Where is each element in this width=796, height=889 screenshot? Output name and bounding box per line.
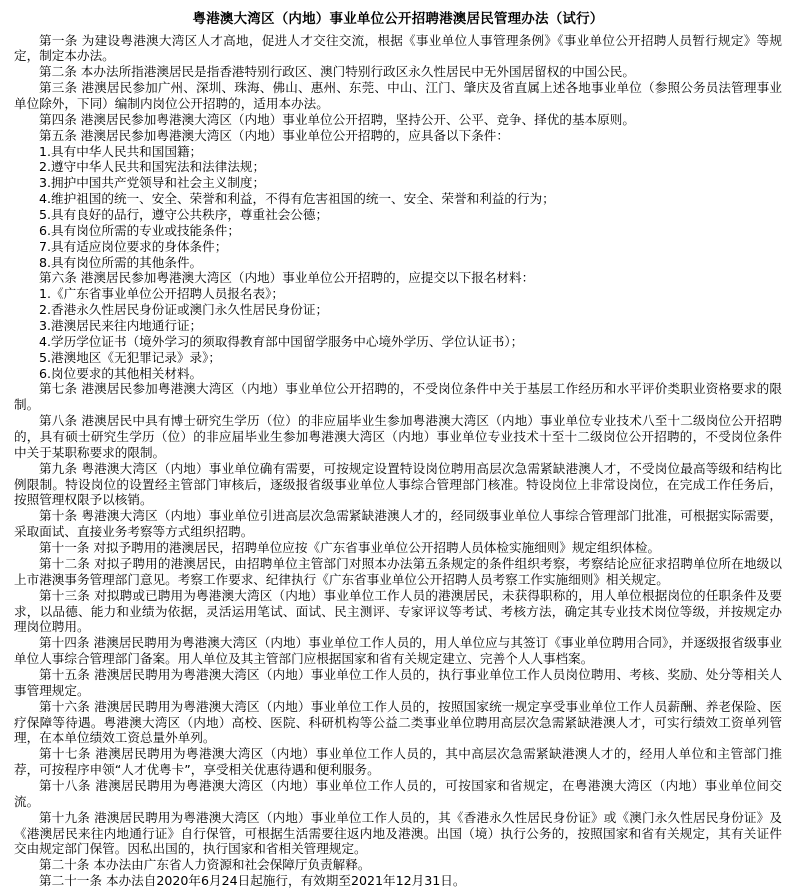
paragraph: 第二条 本办法所指港澳居民是指香港特别行政区、澳门特别行政区永久性居民中无外国居留权的中国公民。 [39,64,635,80]
paragraph: 第十八条 港澳居民聘用为粤港澳大湾区（内地）事业单位工作人员的，可按国家和省规定，在粤港澳大湾区（内地）事业单位间交流。 [14,777,782,809]
list-item: 2.遵守中华人民共和国宪法和法律法规； [39,159,266,175]
paragraph: 第二十一条 本办法自2020年6月24日起施行，有效期至2021年12月31日。 [39,873,466,889]
paragraph: 第十四条 港澳居民聘用为粤港澳大湾区（内地）事业单位工作人员的，用人单位应与其签订《事业单位聘用合同》，并逐级报省级事业单位人事综合管理部门备案。用人单位及其主管部门应根据国家和省有关规定建立、完善个人人事档案。 [14,635,782,667]
list-item: 4.维护祖国的统一、安全、荣誉和利益，不得有危害祖国的统一、安全、荣誉和利益的行为； [39,191,555,207]
paragraph: 第十五条 港澳居民聘用为粤港澳大湾区（内地）事业单位工作人员的，执行事业单位工作人员岗位聘用、考核、奖励、处分等相关人事管理规定。 [14,666,782,698]
list-item: 6.岗位要求的其他相关材料。 [39,365,203,381]
list-item: 5.港澳地区《无犯罪记录》录》； [39,349,222,365]
page-title: 粤港澳大湾区（内地）事业单位公开招聘港澳居民管理办法（试行） [192,11,604,27]
list-item: 8.具有岗位所需的其他条件。 [39,254,203,270]
list-item: 6.具有岗位所需的专业或技能条件； [39,222,240,238]
paragraph: 第六条 港澳居民参加粤港澳大湾区（内地）事业单位公开招聘的，应提交以下报名材料： [39,270,535,286]
paragraph: 第二十条 本办法由广东省人力资源和社会保障厅负责解释。 [39,857,371,873]
list-item: 5.具有良好的品行，遵守公共秩序，尊重社会公德； [39,207,329,223]
paragraph: 第十七条 港澳居民聘用为粤港澳大湾区（内地）事业单位工作人员的，其中高层次急需紧缺港澳人才的，经用人单位和主管部门推荐，可按程序申领“人才优粤卡”，享受相关优惠待遇和便利服务。 [14,746,782,778]
list-item: 3.港澳居民来往内地通行证； [39,318,203,334]
paragraph: 第十九条 港澳居民聘用为粤港澳大湾区（内地）事业单位工作人员的，其《香港永久性居民身份证》或《澳门永久性居民身份证》及《港澳居民来往内地通行证》自行保管，可根据生活需要往返内地及港澳。出国（境）执行公务的，按照国家和省有关规定，其有关证件交由规定部门保管。因私出国的，执行国家和省相关管理规定。 [14,809,782,857]
paragraph: 第七条 港澳居民参加粤港澳大湾区（内地）事业单位公开招聘的，不受岗位条件中关于基层工作经历和水平评价类职业资格要求的限制。 [14,381,782,413]
paragraph: 第十三条 对拟聘或已聘用为粤港澳大湾区（内地）事业单位工作人员的港澳居民，未获得职称的，用人单位根据岗位的任职条件及要求，以品德、能力和业绩为依据，灵活运用笔试、面试、民主测评、专家评议等考试、考核方法，确定其专业技术岗位等级，并按规定办理岗位聘用。 [14,587,782,635]
paragraph: 第十一条 对拟予聘用的港澳居民，招聘单位应按《广东省事业单位公开招聘人员体检实施细则》规定组织体检。 [39,540,661,556]
paragraph: 第十六条 港澳居民聘用为粤港澳大湾区（内地）事业单位工作人员的，按照国家统一规定享受事业单位工作人员薪酬、养老保险、医疗保障等待遇。粤港澳大湾区（内地）高校、医院、科研机构等公益二类事业单位聘用高层次急需紧缺港澳人才，可实行绩效工资单列管理，在本单位绩效工资总量外单列。 [14,698,782,746]
list-item: 1.《广东省事业单位公开招聘人员报名表》； [39,286,284,302]
paragraph: 第五条 港澳居民参加粤港澳大湾区（内地）事业单位公开招聘的，应具备以下条件： [39,127,509,143]
paragraph: 第一条 为建设粤港澳大湾区人才高地，促进人才交往交流，根据《事业单位人事管理条例》《事业单位公开招聘人员暂行规定》等规定，制定本办法。 [14,32,782,64]
list-item: 3.拥护中国共产党领导和社会主义制度； [39,175,266,191]
paragraph: 第十二条 对拟子聘用的港澳居民，由招聘单位主管部门对照本办法第五条规定的条件组织考察，考察结论应征求招聘单位所在地级以上市港澳事务管理部门意见。考察工作要求、纪律执行《广东省事业单位公开招聘人员考察工作实施细则》相关规定。 [14,555,782,587]
list-item: 7.具有适应岗位要求的身体条件； [39,238,228,254]
paragraph: 第九条 粤港澳大湾区（内地）事业单位确有需要，可按规定设置特设岗位聘用高层次急需紧缺港澳人才，不受岗位最高等级和结构比例限制。特设岗位的设置经主管部门审核后，逐级报省级事业单位人事综合管理部门核准。特设岗位上非常设岗位，在完成工作任务后，按照管理权限予以核销。 [14,460,782,508]
paragraph: 第三条 港澳居民参加广州、深圳、珠海、佛山、惠州、东莞、中山、江门、肇庆及省直属上述各地事业单位（参照公务员法管理事业单位除外，下同）编制内岗位公开招聘的，适用本办法。 [14,80,782,111]
list-item: 1.具有中华人民共和国国籍； [39,143,203,159]
paragraph: 第八条 港澳居民中具有博士研究生学历（位）的非应届毕业生参加粤港澳大湾区（内地）事业单位专业技术八至十二级岗位公开招聘的，具有硕士研究生学历（位）的非应届毕业生参加粤港澳大湾区（内地）事业单位专业技术十至十二级岗位公开招聘的，不受岗位条件中关于某职称要求的限制。 [14,413,782,460]
document-body [14,33,782,889]
paragraph: 第四条 港澳居民参加粤港澳大湾区（内地）事业单位公开招聘，坚持公开、公平、竞争、择优的基本原则。 [39,111,635,127]
list-item: 4.学历学位证书（境外学习的须取得教育部中国留学服务中心境外学历、学位认证书）； [39,333,524,349]
list-item: 2.香港永久性居民身份证或澳门永久性居民身份证； [39,302,329,318]
paragraph: 第十条 粤港澳大湾区（内地）事业单位引进高层次急需紧缺港澳人才的，经同级事业单位人事综合管理部门批准，可根据实际需要，采取面试、直接业务考察等方式组织招聘。 [14,508,782,540]
